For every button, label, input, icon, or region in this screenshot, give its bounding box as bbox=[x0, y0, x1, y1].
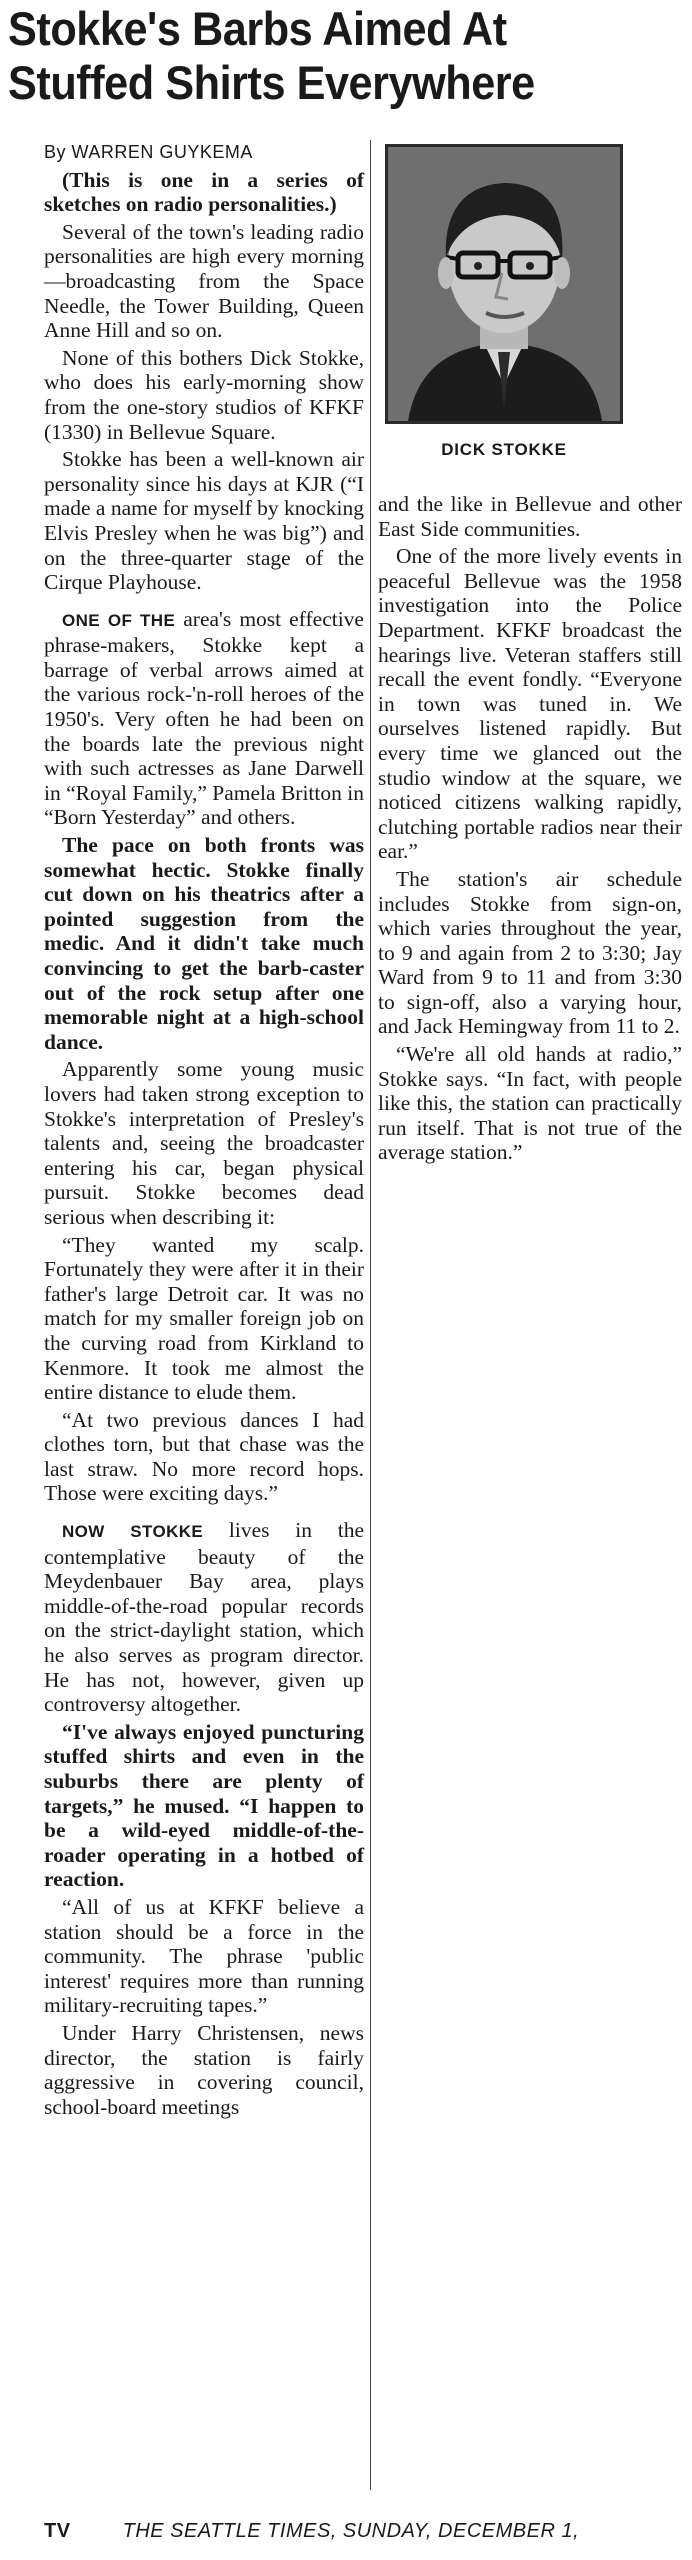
headline-line-1: Stokke's Barbs Aimed At bbox=[8, 2, 507, 55]
paragraph: The pace on both fronts was somewhat hectic. Stokke finally cut down on his theatrics after a pointed suggestion from the medic. And it didn't take much convincing to get the barb-caster out of the rock setup after one memorable night at a high-school dance. bbox=[44, 833, 364, 1054]
paragraph-text: area's most effective phrase-makers, Stokke kept a barrage of verbal arrows aimed at the various rock-'n-roll heroes of the 1950's. Very often he had been on the boards late the previous night with such actresses as Jane Darwell in “Royal Family,” Pamela Britton in “Born Yesterday” and others. bbox=[44, 606, 364, 830]
paragraph-lead-in: ONE OF THE bbox=[62, 610, 176, 630]
paragraph: Several of the town's leading radio personalities are high every morning—broadcasting from the Space Needle, the Tower Building, Queen Anne Hill and so on. bbox=[44, 219, 364, 343]
paragraph: “At two previous dances I had clothes torn, but that chase was the last straw. No more record hops. Those were exciting days.” bbox=[44, 1407, 364, 1506]
headline bbox=[8, 2, 615, 110]
column-rule bbox=[370, 140, 371, 2490]
paragraph-text: lives in the contemplative beauty of the Meydenbauer Bay area, plays middle-of-the-road popular records on the strict-daylight station, which he also serves as program director. He has not, however, given up controversy altogether. bbox=[44, 1518, 364, 1717]
series-note: (This is one in a series of sketches on radio personalities.) bbox=[44, 167, 364, 217]
paragraph: “I've always enjoyed puncturing stuffed shirts and even in the suburbs there are plenty of targets,” he mused. “I happen to be a wild-eyed middle-of-the-roader operating in a hotbed of reaction. bbox=[44, 1719, 364, 1892]
article-column-1 bbox=[44, 140, 364, 2122]
paragraph: Stokke has been a well-known air personality since his days at KJR (“I made a name for myself by knocking Elvis Presley when he was big”) and on the three-quarter stage of the Cirque Playhouse. bbox=[44, 447, 365, 595]
page-footer bbox=[44, 2520, 684, 2543]
byline: By WARREN GUYKEMA bbox=[44, 142, 253, 162]
paragraph: The station's air schedule includes Stokke from sign-on, which varies throughout the year, to 9 and again from 2 to 3:30; Jay Ward from 9 to 11 and from 3:30 to sign-off, also a varying hour, and Jack Hemingway from 11 to 2. bbox=[378, 866, 682, 1039]
portrait-image bbox=[388, 147, 620, 421]
paragraph: “All of us at KFKF believe a station should be a force in the community. The phrase 'public interest' requires more than running military-recruiting tapes.” bbox=[44, 1894, 364, 2018]
dateline: THE SEATTLE TIMES, SUNDAY, DECEMBER 1, bbox=[122, 2520, 580, 2542]
paragraph-with-lead bbox=[44, 1518, 364, 1717]
paragraph: “We're all old hands at radio,” Stokke says. “In fact, with people like this, the station can practically run itself. That is not true of the average station.” bbox=[378, 1042, 682, 1165]
paragraph-with-lead bbox=[44, 607, 364, 830]
portrait-photo bbox=[385, 144, 623, 424]
paragraph: Under Harry Christensen, news director, the station is fairly aggressive in covering council, school-board meetings bbox=[44, 2020, 364, 2119]
article-column-2 bbox=[378, 492, 682, 1168]
section-folio: TV bbox=[44, 2520, 71, 2542]
paragraph-lead-in: NOW STOKKE bbox=[62, 1522, 204, 1542]
paragraph: None of this bothers Dick Stokke, who does his early-morning show from the one-story studios of KFKF (1330) in Bellevue Square. bbox=[44, 345, 364, 444]
paragraph: Apparently some young music lovers had taken strong exception to Stokke's interpretation of Presley's talents and, seeing the broadcaster entering his car, began physical pursuit. Stokke becomes dead serious when describing it: bbox=[44, 1057, 364, 1229]
paragraph: “They wanted my scalp. Fortunately they were after it in their father's large Detroit car. It was no match for my smaller foreign job on the curving road from Kirkland to Kenmore. It took me almost the entire distance to elude them. bbox=[44, 1232, 364, 1405]
paragraph: One of the more lively events in peaceful Bellevue was the 1958 investigation into the Police Department. KFKF broadcast the hearings live. Veteran staffers still recall the event fondly. “Everyone in town was tuned in. We ourselves listened rapidly. But every time we glanced out the studio window at the square, we noticed citizens walking rapidly, clutching portable radios near their ear.” bbox=[378, 544, 682, 864]
paragraph: and the like in Bellevue and other East Side communities. bbox=[378, 492, 682, 541]
photo-caption: DICK STOKKE bbox=[441, 440, 567, 459]
headline-line-2: Stuffed Shirts Everywhere bbox=[8, 56, 535, 109]
